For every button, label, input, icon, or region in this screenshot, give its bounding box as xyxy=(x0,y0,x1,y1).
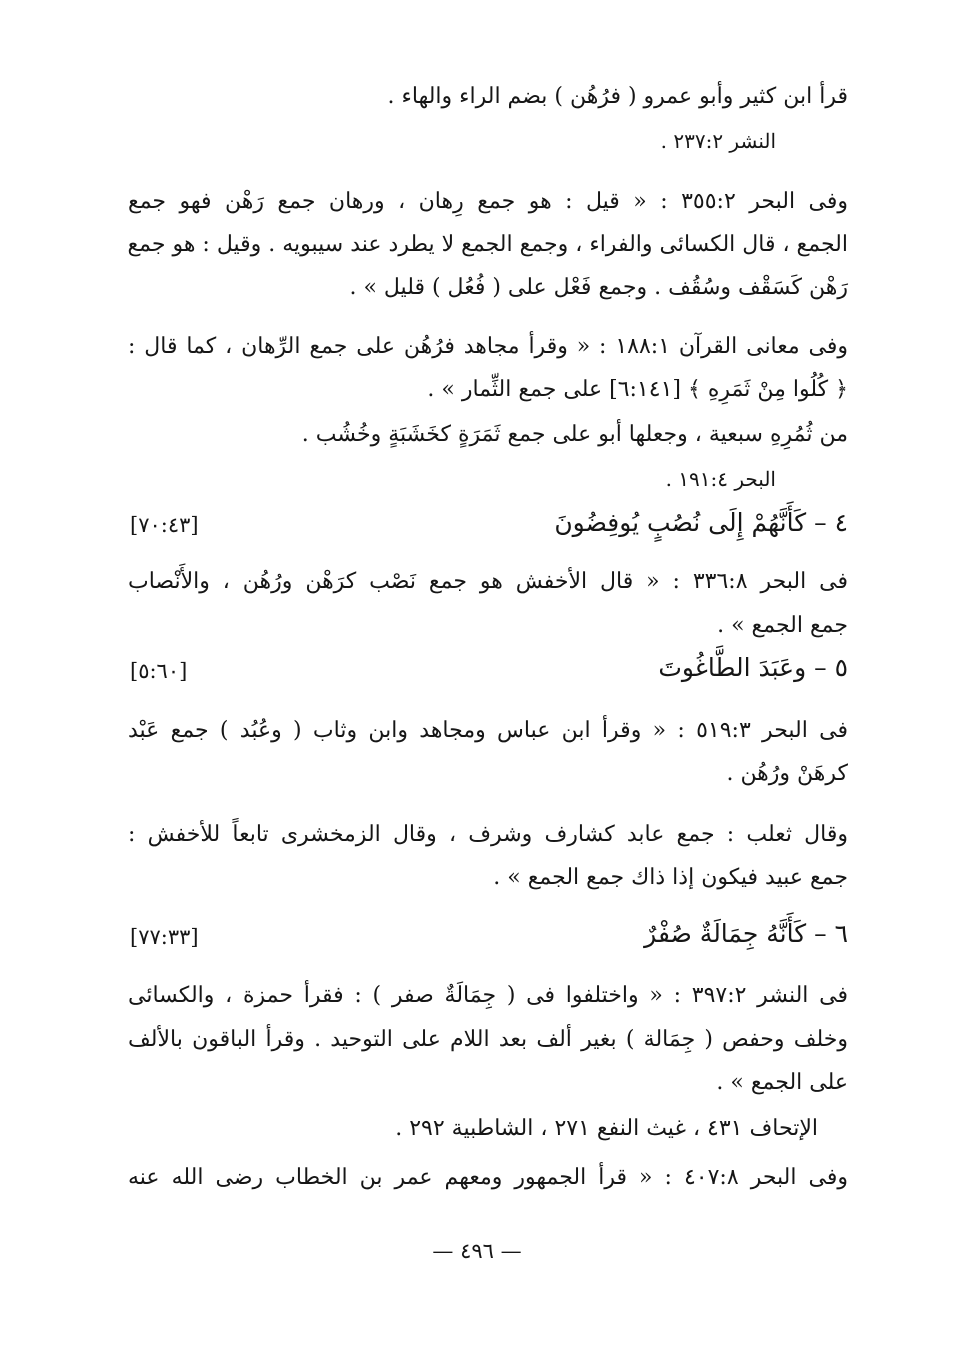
verse-heading: ٤ – كَأَنَّهُمْ إِلَى نُصُبٍ يُوفِضُونَ xyxy=(554,508,848,537)
source-citation: البحر ١٩١:٤ . xyxy=(665,467,776,491)
source-citation: الإتحاف ٤٣١ ، غيث النفع ٢٧١ ، الشاطبية ٢٩٢ . xyxy=(395,1116,818,1141)
text-line: فى البحر ٥١٩:٣ : « وقرأ ابن عباس ومجاهد وابن وثاب ( وعُبُد ) جمع عَبْد xyxy=(128,718,849,743)
text-line: وخلف وحفص ( جِمَالة ) بغير ألف بعد اللام على التوحيد . وقرأ الباقون بالألف xyxy=(128,1027,848,1052)
text-line: جمع عبيد فيكون إذا ذاك جمع الجمع » . xyxy=(493,865,848,890)
text-line: جمع الجمع » . xyxy=(717,613,848,638)
text-line: الجمع ، قال الكسائى والفراء ، وجمع الجمع لا يطرد عند سيبويه . وقيل : هو جمع xyxy=(127,232,848,257)
text-line: فى البحر ٣٣٦:٨ : « قال الأخفش هو جمع نَصْب كرَهْن ورُهُن ، والأَنْصاب xyxy=(128,569,848,594)
text-line: من ثُمُرِهِ سبعية ، وجعلها أبو على جمع ثَمَرَةٍ كخَشَبَةٍ وخُشُب . xyxy=(301,422,848,447)
text-line: قرأ ابن كثير وأبو عمرو ( فرُهُن ) بضم الراء والهاء . xyxy=(387,84,848,109)
verse-heading: ٥ – وعَبَدَ الطَّاغُوتَ xyxy=(658,653,848,682)
page-number: — ٤٩٦ — xyxy=(432,1239,522,1263)
text-line: وفى البحر ٣٥٥:٢ : « قيل : هو جمع رِهان ، ورهان جمع رَهْن فهو جمع xyxy=(128,189,849,214)
source-citation: النشر ٢٣٧:٢ . xyxy=(660,129,776,153)
verse-reference: [٧٠:٤٣] xyxy=(130,513,199,537)
text-line: رَهْن كَسَقْف وسُقُف . وجمع فَعْل على ( فُعُل ) قليل » . xyxy=(349,275,848,300)
text-line: فى النشر ٣٩٧:٢ : « واختلفوا فى ( جِمَالَةٌ صفر ) : فقرأ حمزة ، والكسائى xyxy=(128,983,849,1008)
text-line: على الجمع » . xyxy=(716,1070,848,1095)
verse-reference: [٧٧:٣٣] xyxy=(130,925,199,949)
text-line: وفى البحر ٤٠٧:٨ : « قرأ الجمهور ومعهم عمر بن الخطاب رضى الله عنه xyxy=(128,1165,848,1190)
text-line: وفى معانى القرآن ١٨٨:١ : « وقرأ مجاهد فرُهُن على جمع الرِّهان ، كما قال : xyxy=(128,334,849,359)
verse-reference: [٥:٦٠] xyxy=(130,659,188,683)
verse-heading: ٦ – كَأَنَّهُ جِمَالَةٌ صُفْرٌ xyxy=(644,919,848,948)
text-line: وقال ثعلب : جمع عابد كشارف وشرف ، وقال الزمخشرى تابعاً للأخفش : xyxy=(128,822,848,847)
quran-quote-line: ﴿ كُلُوا مِنْ ثَمَرِهِ ﴾ [٦:١٤١] على جمع الثِّمار » . xyxy=(427,377,848,402)
text-line: كرهَنْ ورُهُن . xyxy=(726,761,848,786)
